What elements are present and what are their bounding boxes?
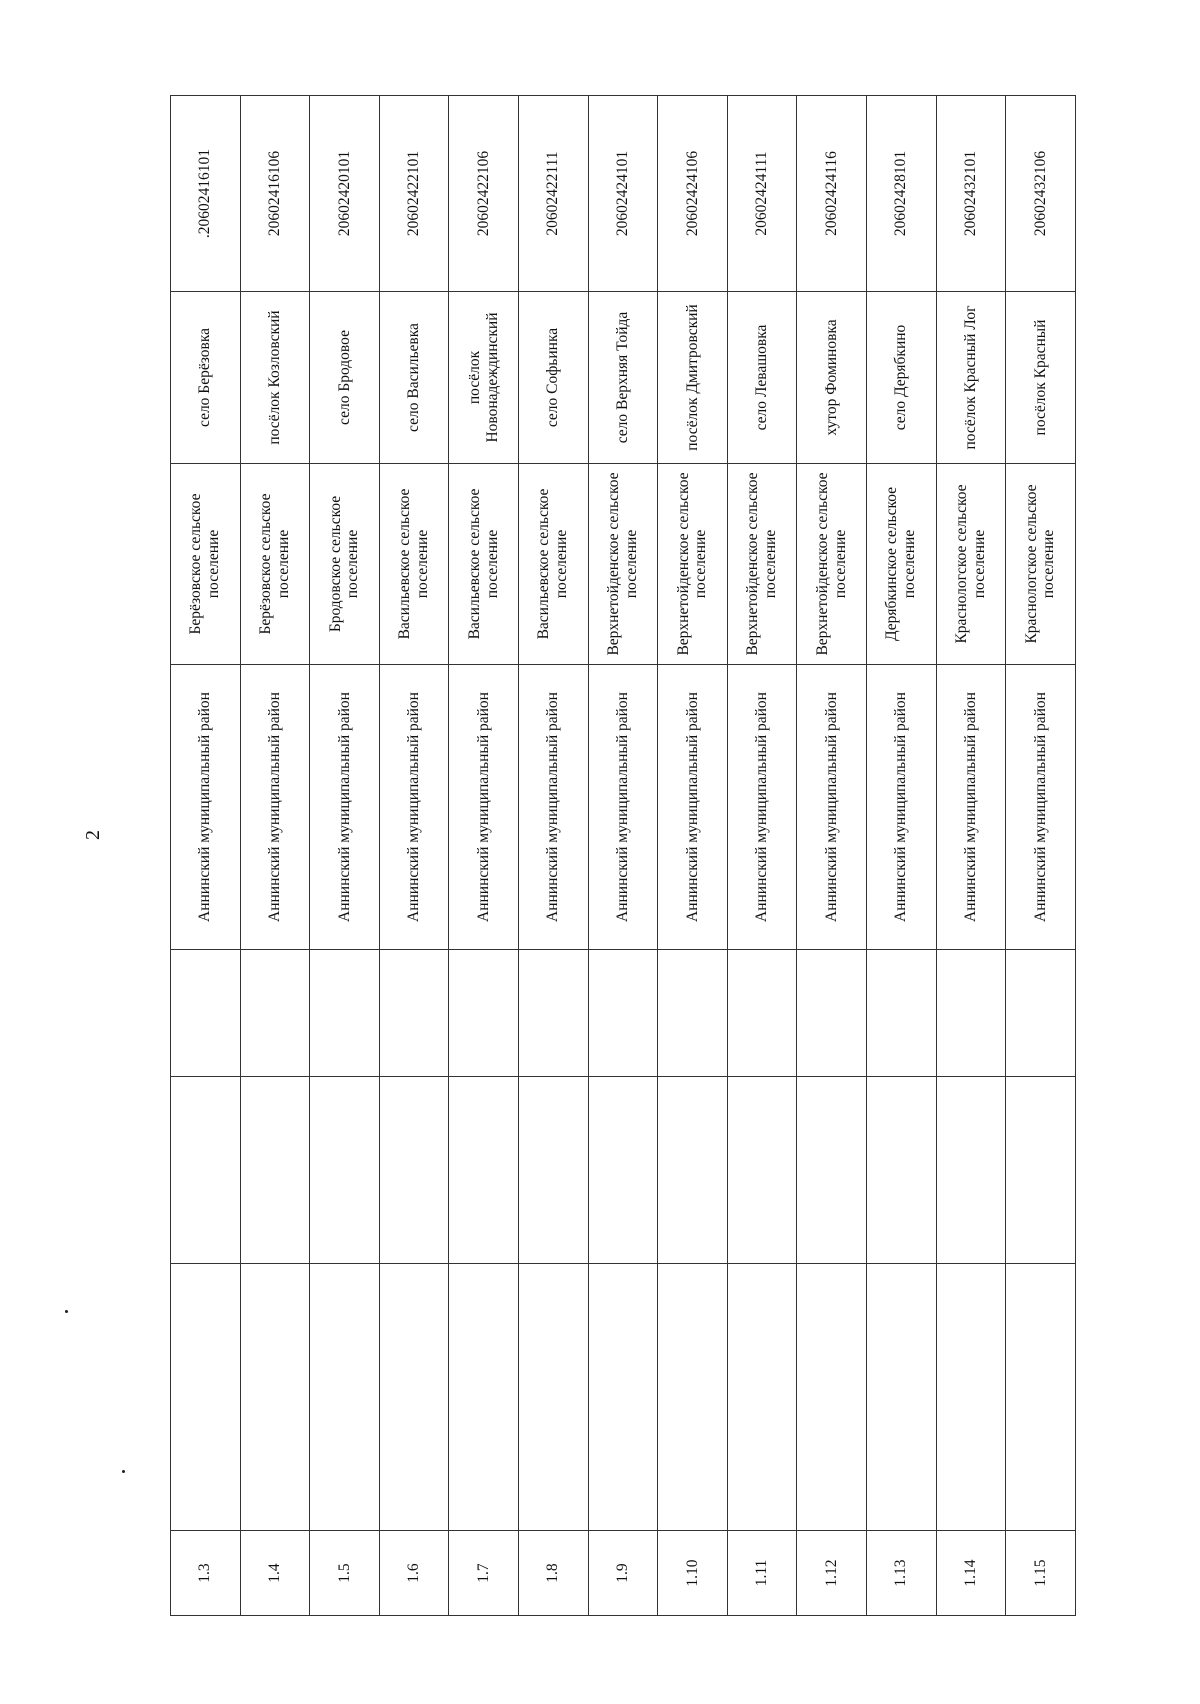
locality-cell: село Левашовка xyxy=(727,292,797,464)
table-row xyxy=(866,96,936,1616)
empty-cell xyxy=(658,1264,728,1531)
table-row xyxy=(240,96,310,1616)
empty-cell xyxy=(1006,1264,1076,1531)
settlement-cell: Краснологское сельское поселение xyxy=(936,464,1006,665)
district-cell: Аннинский муниципальный район xyxy=(518,665,588,950)
oktmo-code-cell: .20602416101 xyxy=(171,96,241,292)
oktmo-code-cell: 20602432106 xyxy=(1006,96,1076,292)
settlement-cell: Верхнетойденское сельское поселение xyxy=(727,464,797,665)
table-row xyxy=(727,96,797,1616)
row-number-cell: 1.12 xyxy=(797,1531,867,1616)
row-number-cell: 1.13 xyxy=(866,1531,936,1616)
district-cell: Аннинский муниципальный район xyxy=(310,665,380,950)
locality-cell: село Васильевка xyxy=(379,292,449,464)
row-number-cell: 1.11 xyxy=(727,1531,797,1616)
empty-cell xyxy=(379,950,449,1077)
empty-cell xyxy=(240,1077,310,1264)
empty-cell xyxy=(866,1077,936,1264)
district-cell: Аннинский муниципальный район xyxy=(379,665,449,950)
district-cell: Аннинский муниципальный район xyxy=(171,665,241,950)
empty-cell xyxy=(171,1264,241,1531)
scan-speck xyxy=(122,1470,125,1473)
district-cell: Аннинский муниципальный район xyxy=(449,665,519,950)
district-cell: Аннинский муниципальный район xyxy=(240,665,310,950)
table-body xyxy=(171,96,1076,1616)
settlement-cell: Верхнетойденское сельское поселение xyxy=(588,464,658,665)
empty-cell xyxy=(449,1077,519,1264)
table-row xyxy=(379,96,449,1616)
table-row xyxy=(171,96,241,1616)
row-number-cell: 1.5 xyxy=(310,1531,380,1616)
row-number-cell: 1.8 xyxy=(518,1531,588,1616)
empty-cell xyxy=(379,1264,449,1531)
row-number-cell: 1.4 xyxy=(240,1531,310,1616)
scan-speck xyxy=(65,1310,68,1313)
settlement-cell: Васильевское сельское поселение xyxy=(449,464,519,665)
settlement-cell: Верхнетойденское сельское поселение xyxy=(797,464,867,665)
empty-cell xyxy=(1006,1077,1076,1264)
settlement-cell: Васильевское сельское поселение xyxy=(518,464,588,665)
district-cell: Аннинский муниципальный район xyxy=(658,665,728,950)
row-number-cell: 1.3 xyxy=(171,1531,241,1616)
oktmo-code-cell: 20602432101 xyxy=(936,96,1006,292)
empty-cell xyxy=(797,1264,867,1531)
table-row xyxy=(588,96,658,1616)
district-cell: Аннинский муниципальный район xyxy=(936,665,1006,950)
empty-cell xyxy=(588,950,658,1077)
locality-cell: посёлок Новонадеждинский xyxy=(449,292,519,464)
locality-cell: посёлок Козловский xyxy=(240,292,310,464)
locality-cell: село Берёзовка xyxy=(171,292,241,464)
empty-cell xyxy=(171,950,241,1077)
settlement-cell: Берёзовское сельское поселение xyxy=(171,464,241,665)
oktmo-code-cell: 20602424111 xyxy=(727,96,797,292)
oktmo-code-cell: 20602424116 xyxy=(797,96,867,292)
table-row xyxy=(310,96,380,1616)
empty-cell xyxy=(379,1077,449,1264)
oktmo-code-cell: 20602422111 xyxy=(518,96,588,292)
locality-cell: посёлок Дмитровский xyxy=(658,292,728,464)
table-row xyxy=(658,96,728,1616)
empty-cell xyxy=(797,950,867,1077)
table-row xyxy=(449,96,519,1616)
row-number-cell: 1.15 xyxy=(1006,1531,1076,1616)
empty-cell xyxy=(310,1077,380,1264)
empty-cell xyxy=(449,1264,519,1531)
row-number-cell: 1.10 xyxy=(658,1531,728,1616)
empty-cell xyxy=(658,950,728,1077)
settlement-table xyxy=(170,95,1076,1616)
oktmo-code-cell: 20602420101 xyxy=(310,96,380,292)
oktmo-code-cell: 20602428101 xyxy=(866,96,936,292)
empty-cell xyxy=(1006,950,1076,1077)
table-frame xyxy=(170,96,1075,1616)
empty-cell xyxy=(171,1077,241,1264)
empty-cell xyxy=(936,1264,1006,1531)
settlement-cell: Васильевское сельское поселение xyxy=(379,464,449,665)
oktmo-code-cell: 20602422101 xyxy=(379,96,449,292)
empty-cell xyxy=(936,950,1006,1077)
empty-cell xyxy=(310,950,380,1077)
settlement-cell: Бродовское сельское поселение xyxy=(310,464,380,665)
empty-cell xyxy=(727,1264,797,1531)
table-row xyxy=(797,96,867,1616)
oktmo-code-cell: 20602416106 xyxy=(240,96,310,292)
district-cell: Аннинский муниципальный район xyxy=(1006,665,1076,950)
row-number-cell: 1.7 xyxy=(449,1531,519,1616)
locality-cell: село Бродовое xyxy=(310,292,380,464)
empty-cell xyxy=(310,1264,380,1531)
district-cell: Аннинский муниципальный район xyxy=(866,665,936,950)
locality-cell: село Дерябкино xyxy=(866,292,936,464)
empty-cell xyxy=(240,950,310,1077)
empty-cell xyxy=(240,1264,310,1531)
empty-cell xyxy=(866,1264,936,1531)
settlement-cell: Краснологское сельское поселение xyxy=(1006,464,1076,665)
district-cell: Аннинский муниципальный район xyxy=(797,665,867,950)
locality-cell: посёлок Красный xyxy=(1006,292,1076,464)
table-row xyxy=(518,96,588,1616)
district-cell: Аннинский муниципальный район xyxy=(588,665,658,950)
empty-cell xyxy=(658,1077,728,1264)
district-cell: Аннинский муниципальный район xyxy=(727,665,797,950)
empty-cell xyxy=(588,1264,658,1531)
locality-cell: село Верхняя Тойда xyxy=(588,292,658,464)
oktmo-code-cell: 20602422106 xyxy=(449,96,519,292)
empty-cell xyxy=(866,950,936,1077)
row-number-cell: 1.9 xyxy=(588,1531,658,1616)
empty-cell xyxy=(797,1077,867,1264)
empty-cell xyxy=(936,1077,1006,1264)
settlement-cell: Берёзовское сельское поселение xyxy=(240,464,310,665)
locality-cell: посёлок Красный Лог xyxy=(936,292,1006,464)
locality-cell: хутор Фоминовка xyxy=(797,292,867,464)
oktmo-code-cell: 20602424101 xyxy=(588,96,658,292)
empty-cell xyxy=(449,950,519,1077)
row-number-cell: 1.14 xyxy=(936,1531,1006,1616)
locality-cell: село Софьинка xyxy=(518,292,588,464)
empty-cell xyxy=(727,950,797,1077)
empty-cell xyxy=(518,950,588,1077)
empty-cell xyxy=(518,1077,588,1264)
settlement-cell: Верхнетойденское сельское поселение xyxy=(658,464,728,665)
empty-cell xyxy=(588,1077,658,1264)
empty-cell xyxy=(518,1264,588,1531)
table-row xyxy=(936,96,1006,1616)
oktmo-code-cell: 20602424106 xyxy=(658,96,728,292)
page-number: 2 xyxy=(82,830,104,840)
empty-cell xyxy=(727,1077,797,1264)
settlement-cell: Дерябкинское сельское поселение xyxy=(866,464,936,665)
row-number-cell: 1.6 xyxy=(379,1531,449,1616)
table-row xyxy=(1006,96,1076,1616)
